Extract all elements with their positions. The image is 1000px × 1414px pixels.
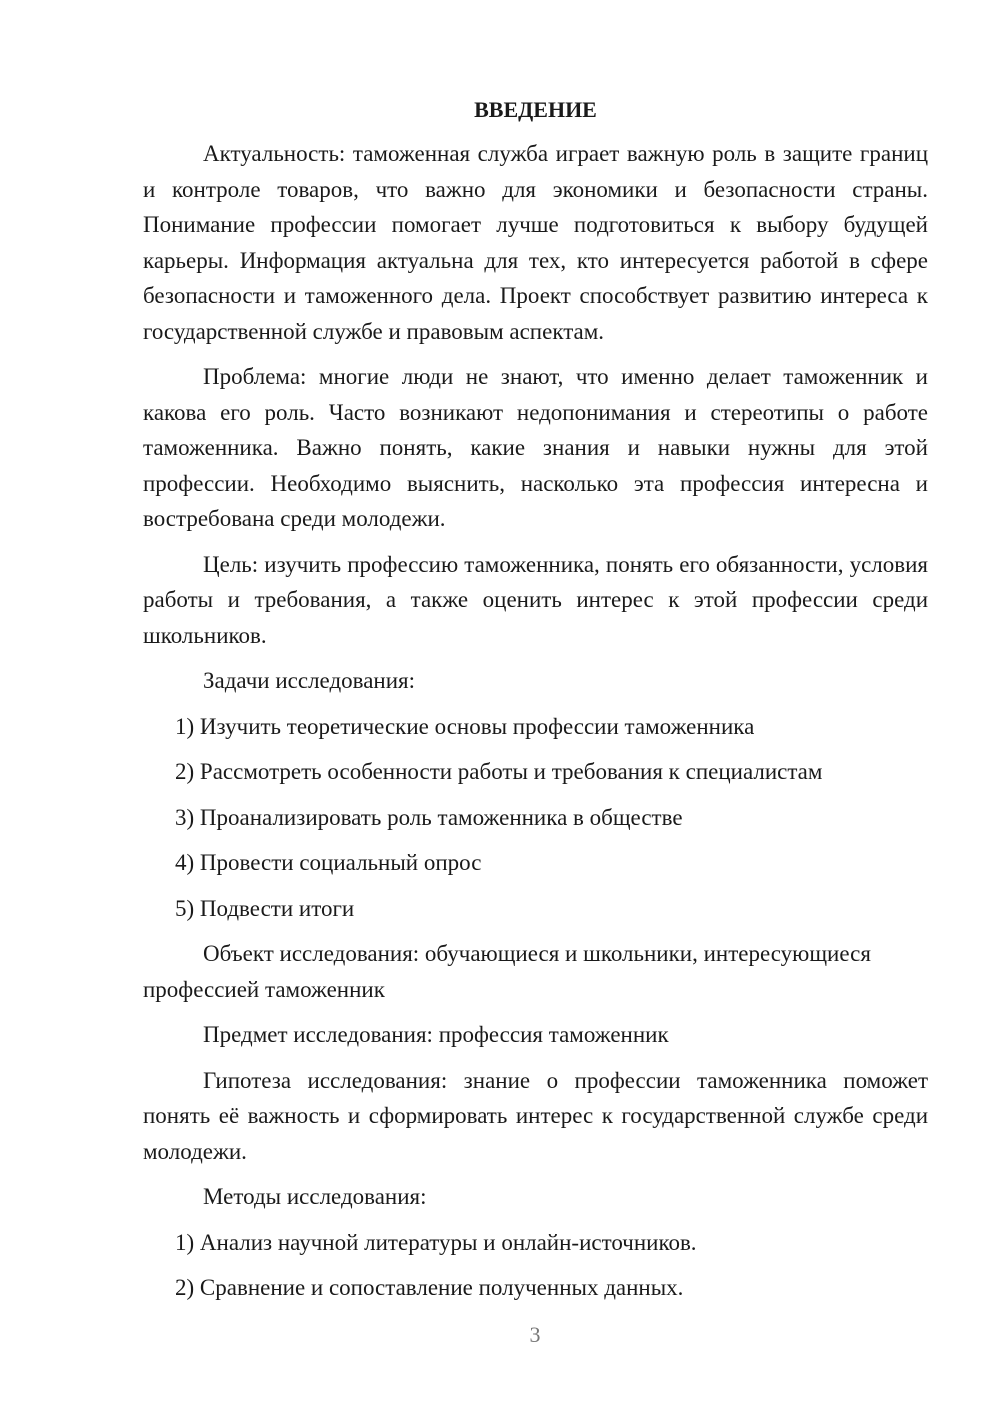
- task-item: 5) Подвести итоги: [175, 895, 355, 921]
- task-item: 3) Проанализировать роль таможенника в обществе: [175, 804, 683, 830]
- methods-heading: Методы исследования:: [203, 1184, 427, 1209]
- task-item: 1) Изучить теоретические основы профессии таможенника: [175, 713, 755, 739]
- document-page: [143, 94, 928, 1316]
- hypothesis-paragraph: Гипотеза исследования: знание о профессии таможенника поможет понять её важность и сформировать интерес к государственной службе среди молодежи.: [143, 1067, 928, 1164]
- problem-paragraph: Проблема: многие люди не знают, что именно делает таможенник и какова его роль. Часто возникают недопонимания и стереотипы о работе таможенника. Важно понять, какие знания и навыки нужны для этой профессии. Необходимо выяснить, насколько эта профессия интересна и востребована среди молодежи.: [143, 364, 928, 531]
- task-item: 2) Рассмотреть особенности работы и требования к специалистам: [175, 759, 823, 784]
- method-item: 2) Сравнение и сопоставление полученных данных.: [175, 1275, 684, 1300]
- object-paragraph: Объект исследования: обучающиеся и школьники, интересующиеся профессией таможенник: [143, 941, 871, 1002]
- relevance-paragraph: Актуальность: таможенная служба играет важную роль в защите границ и контроле товаров, что важно для экономики и безопасности страны. Понимание профессии помогает лучше подготовиться к выбору будущей карьеры. Информация актуальна для тех, кто интересуется работой в сфере безопасности и таможенного дела. Проект способствует развитию интереса к государственной службе и правовым аспектам.: [143, 141, 928, 344]
- task-item: 4) Провести социальный опрос: [175, 850, 482, 875]
- method-item: 1) Анализ научной литературы и онлайн-источников.: [175, 1229, 697, 1255]
- goal-paragraph: Цель: изучить профессию таможенника, понять его обязанности, условия работы и требования, а также оценить интерес к этой профессии среди школьников.: [143, 551, 928, 648]
- subject-paragraph: Предмет исследования: профессия таможенник: [203, 1022, 669, 1047]
- section-title: ВВЕДЕНИЕ: [474, 97, 597, 122]
- tasks-heading: Задачи исследования:: [203, 668, 416, 693]
- page-number: 3: [529, 1322, 541, 1347]
